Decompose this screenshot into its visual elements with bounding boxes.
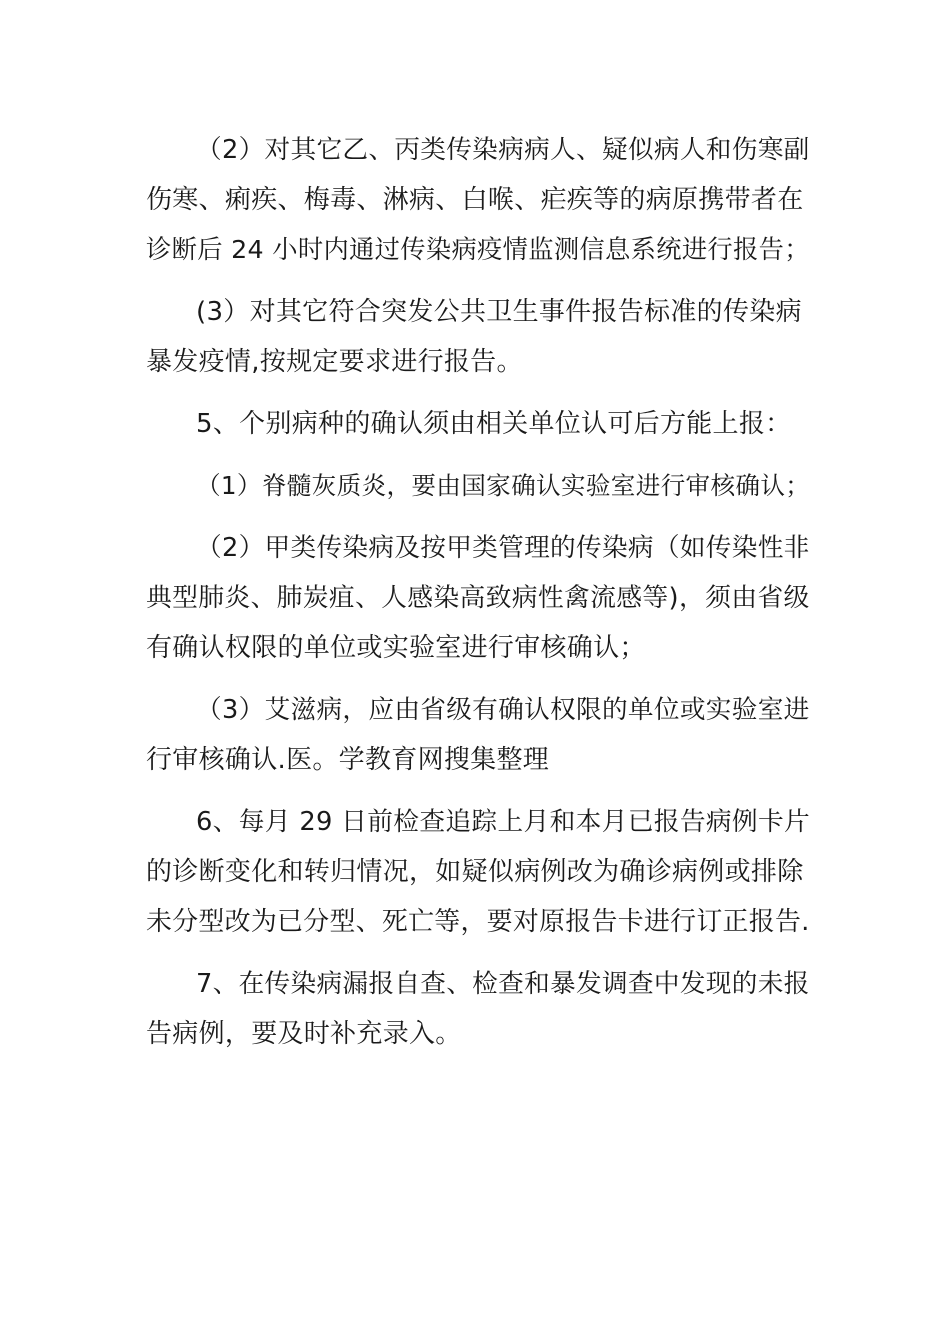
text-line: 暴发疫情,按规定要求进行报告。 bbox=[146, 347, 523, 377]
text-line: 有确认权限的单位或实验室进行审核确认； bbox=[146, 633, 646, 663]
text-line: 未分型改为已分型、死亡等，要对原报告卡进行订正报告. bbox=[146, 907, 810, 937]
text-line: 伤寒、痢疾、梅毒、淋病、白喉、疟疾等的病原携带者在 bbox=[146, 185, 804, 215]
text-line: （2）甲类传染病及按甲类管理的传染病（如传染性非 bbox=[196, 533, 810, 563]
text-line: 告病例，要及时补充录入。 bbox=[146, 1019, 462, 1049]
text-line: （3）艾滋病，应由省级有确认权限的单位或实验室进 bbox=[196, 695, 810, 725]
text-line: 5、个别病种的确认须由相关单位认可后方能上报： bbox=[196, 409, 792, 439]
text-line: （1）脊髓灰质炎，要由国家确认实验室进行审核确认； bbox=[196, 471, 811, 500]
text-line: 6、每月 29 日前检查追踪上月和本月已报告病例卡片 bbox=[196, 807, 811, 837]
text-line: 7、在传染病漏报自查、检查和暴发调查中发现的未报 bbox=[196, 969, 810, 999]
text-line: 的诊断变化和转归情况，如疑似病例改为确诊病例或排除 bbox=[146, 857, 804, 887]
text-line: (3）对其它符合突发公共卫生事件报告标准的传染病 bbox=[196, 297, 802, 327]
text-line: 行审核确认.医。学教育网搜集整理 bbox=[146, 745, 550, 775]
text-line: 典型肺炎、肺炭疽、人感染高致病性禽流感等)，须由省级 bbox=[146, 583, 810, 613]
text-line: 诊断后 24 小时内通过传染病疫情监测信息系统进行报告； bbox=[146, 235, 810, 264]
text-line: （2）对其它乙、丙类传染病病人、疑似病人和伤寒副 bbox=[196, 135, 810, 165]
